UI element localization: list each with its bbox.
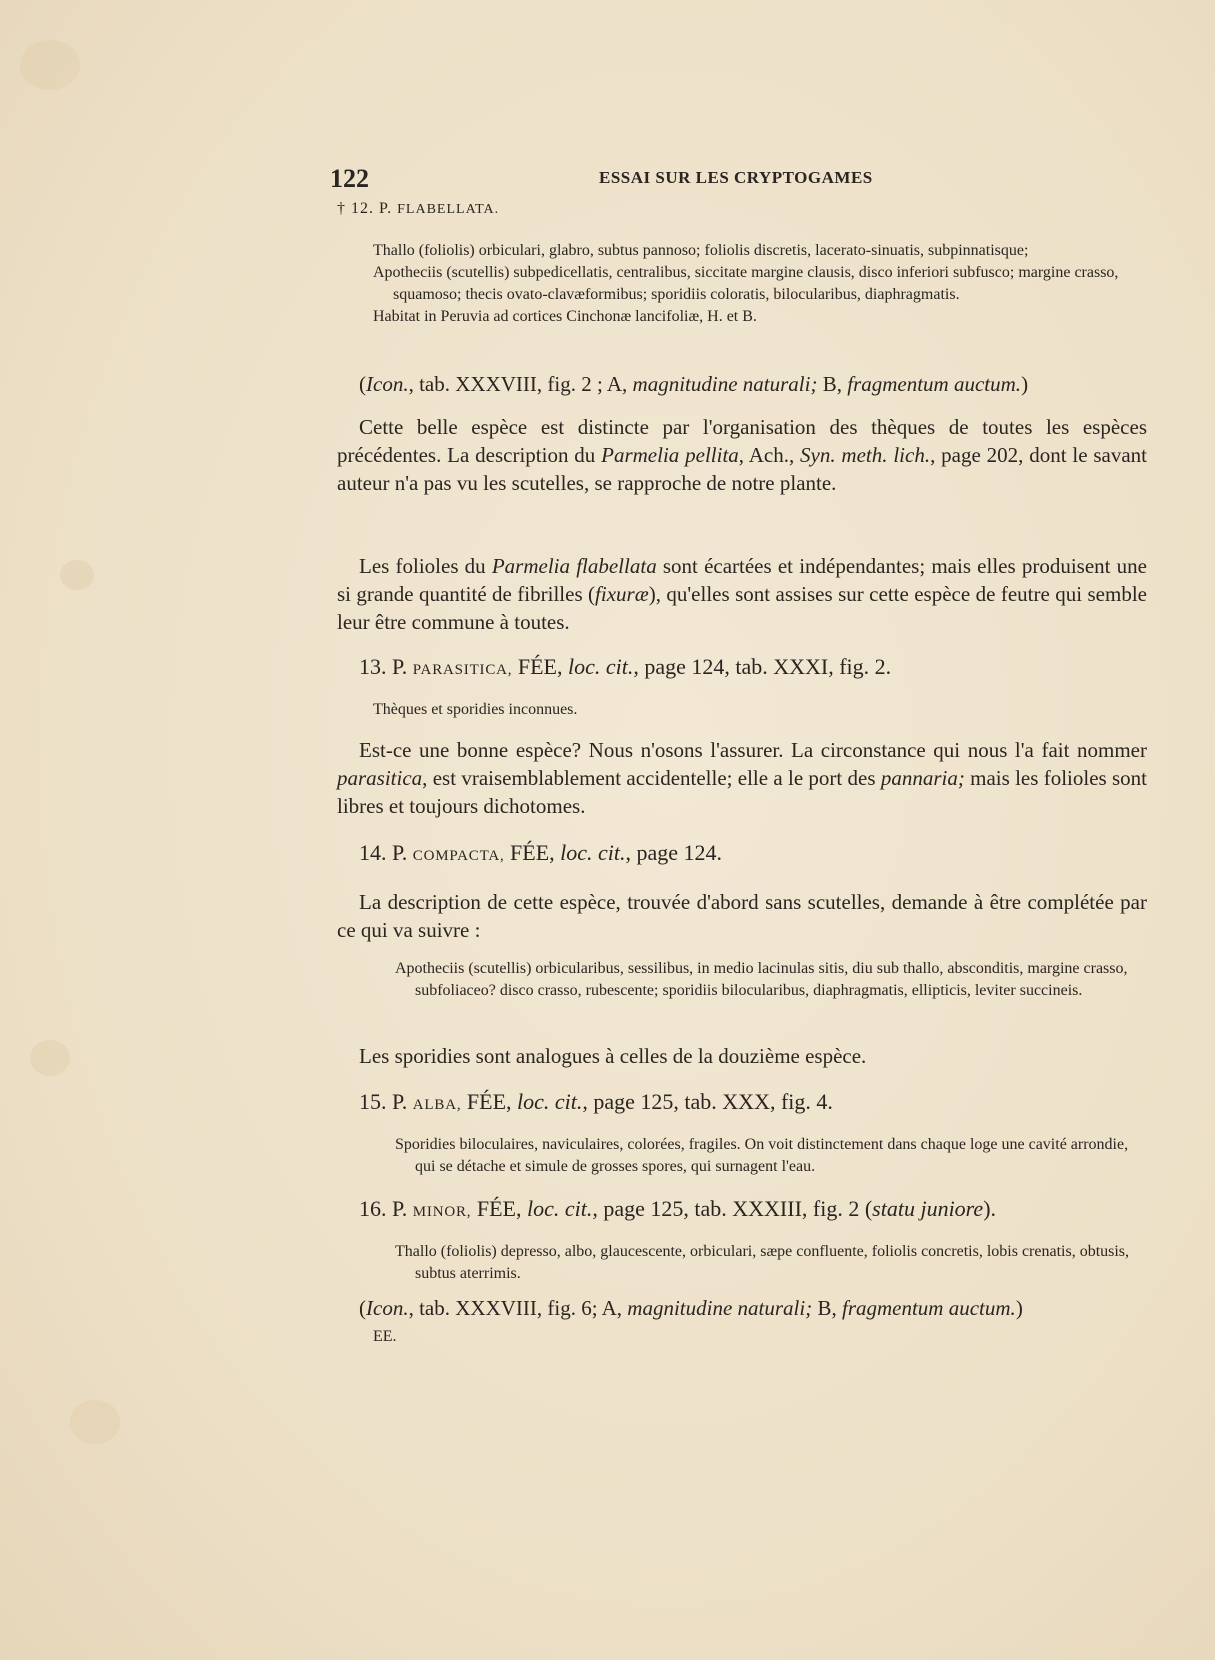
species-14-paragraph-2 xyxy=(337,1042,1147,1070)
taxon: parasitica xyxy=(337,766,423,790)
ref-plate: , tab. XXXVIII, fig. 2 ; A, xyxy=(408,372,633,396)
note-text: Thèques et sporidies inconnues. xyxy=(373,701,578,718)
species-13-heading xyxy=(359,654,1147,680)
species-16-reference: , page 125, tab. XXXIII, fig. 2 ( xyxy=(592,1196,873,1221)
species-12-reference xyxy=(359,372,1149,397)
species-12-description xyxy=(373,240,1147,328)
latin-apothecia: Apotheciis (scutellis) subpedicellatis, centralibus, siccitate margine clausis, disco inferiori subfusco; margine crasso, squamoso; thecis ovato-clavæformibus; sporidiis coloratis, bilocularibus, diaphragmatis. xyxy=(373,264,1119,303)
species-13-reference: , page 124, tab. XXXI, fig. 2. xyxy=(633,654,892,679)
running-head: ESSAI SUR LES CRYPTOGAMES xyxy=(599,168,873,187)
ref-natural-size: magnitudine naturali; xyxy=(632,372,818,396)
species-13-prefix: 13. P. xyxy=(359,654,408,679)
text: , est vraisemblablement accidentelle; elle a le port des xyxy=(422,766,881,790)
species-14-reference: , page 124. xyxy=(625,840,723,865)
signature-mark xyxy=(373,1328,473,1346)
latin-thallus: Thallo (foliolis) depresso, albo, glaucescente, orbiculari, sæpe confluente, foliolis concretis, lobis crenatis, obtusis, subtus aterrimis. xyxy=(395,1243,1130,1282)
page-number: 122 xyxy=(330,164,369,193)
ref-b: B, xyxy=(817,372,848,396)
citation: Syn. meth. lich. xyxy=(800,443,931,467)
text: , Ach., xyxy=(738,443,801,467)
species-16-prefix: 16. P. xyxy=(359,1196,408,1221)
species-14-name: COMPACTA, xyxy=(412,848,505,864)
species-14-author: FÉE, xyxy=(510,840,555,865)
taxon: Parmelia pellita xyxy=(601,443,739,467)
ref-paren: ( xyxy=(359,1296,366,1320)
ref-b: B, xyxy=(812,1296,842,1320)
species-15-author: FÉE, xyxy=(466,1089,512,1114)
ref-paren: ( xyxy=(359,372,366,396)
foxing-spot xyxy=(20,40,80,90)
text: sont écartées et indépendantes; mais elles produisent une si grande quantité de fibrilles ( xyxy=(337,554,1147,606)
ref-paren: ). xyxy=(983,1196,997,1221)
text: , page 202, dont le savant auteur n'a pas vu les scutelles, se rapproche de notre plante. xyxy=(337,443,1147,495)
text: mais les folioles sont libres et toujours dichotomes. xyxy=(337,766,1147,818)
latin-apothecia: Apotheciis (scutellis) orbicularibus, sessilibus, in medio lacinulas sitis, diu sub thallo, absconditis, margine crasso, subfoliaceo? disco crasso, rubescente; sporidiis bilocularibus, diaphragmatis, ellipticis, leviter succineis. xyxy=(395,960,1128,999)
foxing-spot xyxy=(30,1040,70,1076)
text: Cette belle espèce est distincte par l'organisation des thèques de toutes les espèces précédentes. La description du xyxy=(337,415,1147,467)
statu-juniore: statu juniore xyxy=(872,1196,984,1221)
species-16-reference xyxy=(359,1296,1149,1321)
text: Est-ce une bonne espèce? Nous n'osons l'assurer. La circonstance qui nous l'a fait nommer xyxy=(359,738,1147,762)
species-15-reference: , page 125, tab. XXX, fig. 4. xyxy=(582,1089,833,1114)
species-13-note xyxy=(373,701,1147,719)
species-16-heading xyxy=(359,1196,1147,1222)
loc-cit: loc. cit. xyxy=(517,1089,583,1114)
species-15-heading xyxy=(359,1089,1147,1115)
ref-icon: Icon. xyxy=(366,372,409,396)
species-14-latin xyxy=(395,958,1147,1002)
species-16-latin xyxy=(395,1241,1147,1285)
species-14-prefix: 14. P. xyxy=(359,840,408,865)
text: La description de cette espèce, trouvée d'abord sans scutelles, demande à être complétée par ce qui va suivre : xyxy=(337,890,1147,942)
species-15-note xyxy=(395,1134,1147,1178)
species-15-prefix: 15. P. xyxy=(359,1089,408,1114)
species-13-name: PARASITICA, xyxy=(412,662,513,678)
species-13-paragraph xyxy=(337,736,1147,820)
species-12-heading xyxy=(337,200,1147,218)
loc-cit: loc. cit. xyxy=(526,1196,593,1221)
loc-cit: loc. cit. xyxy=(560,840,626,865)
loc-cit: loc. cit. xyxy=(567,654,634,679)
foxing-spot xyxy=(70,1400,120,1444)
species-13-author: FÉE, xyxy=(517,654,563,679)
species-15-name: ALBA, xyxy=(412,1097,462,1113)
foxing-spot xyxy=(60,560,94,590)
species-12-prefix: † 12. P. xyxy=(337,200,393,217)
term: fixuræ xyxy=(595,582,649,606)
text: ), qu'elles sont assises sur cette espèce de feutre qui semble leur être commune à toutes. xyxy=(337,582,1147,634)
species-16-author: FÉE, xyxy=(476,1196,522,1221)
ref-fragment: fragmentum auctum. xyxy=(847,372,1022,396)
ref-fragment: fragmentum auctum. xyxy=(841,1296,1016,1320)
note-text: Sporidies biloculaires, naviculaires, colorées, fragiles. On voit distinctement dans chaque loge une cavité arrondie, qui se détache et simule de grosses spores, qui surnagent l'eau. xyxy=(395,1136,1129,1175)
ref-paren: ) xyxy=(1015,1296,1023,1320)
latin-thallus: Thallo (foliolis) orbiculari, glabro, subtus pannoso; foliolis discretis, lacerato-sinuatis, subpinnatisque; xyxy=(373,242,1029,259)
ref-plate: , tab. XXXVIII, fig. 6; A, xyxy=(408,1296,628,1320)
species-14-paragraph-1 xyxy=(337,888,1147,944)
taxon: pannaria; xyxy=(880,766,965,790)
text: Les sporidies sont analogues à celles de la douzième espèce. xyxy=(359,1044,867,1068)
signature-text: EE. xyxy=(373,1328,397,1345)
ref-icon: Icon. xyxy=(366,1296,409,1320)
species-12-name: FLABELLATA. xyxy=(397,202,500,217)
taxon: Parmelia flabellata xyxy=(491,554,657,578)
species-16-name: MINOR, xyxy=(412,1204,472,1220)
species-12-paragraph-2 xyxy=(337,552,1147,636)
species-14-heading xyxy=(359,840,1147,866)
latin-habitat: Habitat in Peruvia ad cortices Cinchonæ lancifoliæ, H. et B. xyxy=(373,308,757,325)
ref-paren: ) xyxy=(1021,372,1029,396)
text: Les folioles du xyxy=(359,554,492,578)
ref-natural-size: magnitudine naturali; xyxy=(627,1296,813,1320)
page-header xyxy=(330,164,1147,196)
species-12-paragraph-1 xyxy=(337,413,1147,497)
